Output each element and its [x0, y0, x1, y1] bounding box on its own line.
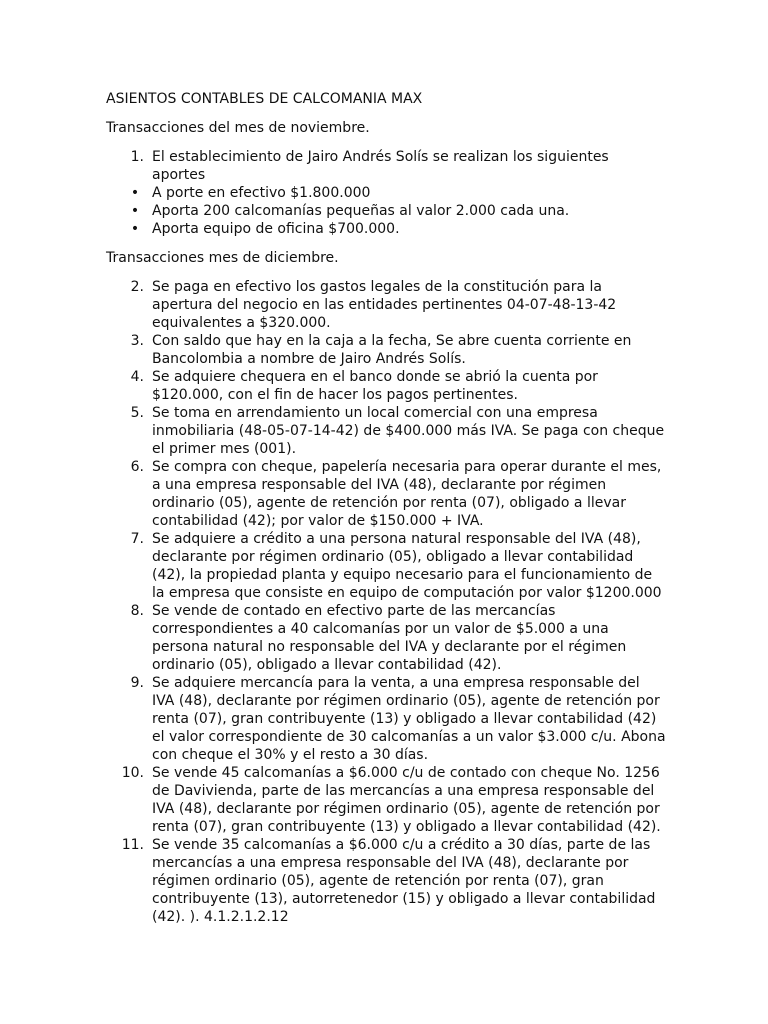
- bullet-item: [106, 202, 666, 220]
- item-text: Se adquiere mercancía para la venta, a una empresa responsable del IVA (48), declarante por régimen ordinario (05), agente de retención por renta (07), gran contribuyente (13) y obligado a llevar contabilidad (42) el valor correspondiente de 30 calcomanías a un valor $3.000 c/u. Abona con cheque el 30% y el resto a 30 días.: [152, 675, 666, 763]
- list-item: [106, 458, 666, 530]
- item-number: 6.: [130, 459, 144, 475]
- bullet-text: A porte en efectivo $1.800.000: [152, 185, 371, 201]
- bullet-item: [106, 220, 666, 238]
- december-list: [106, 278, 666, 926]
- list-item: [106, 368, 666, 404]
- item-text: Se compra con cheque, papelería necesaria para operar durante el mes, a una empresa responsable del IVA (48), declarante por régimen ordinario (05), agente de retención por renta (07), obligado a llevar contabilidad (42); por valor de $150.000 + IVA.: [152, 459, 662, 529]
- december-heading: Transacciones mes de diciembre.: [106, 250, 339, 266]
- item-text: Se vende 35 calcomanías a $6.000 c/u a crédito a 30 días, parte de las mercancías a una empresa responsable del IVA (48), declarante por régimen ordinario (05), agente de retención por renta (07), gran contribuyente (13), autorretenedor (15) y obligado a llevar contabilidad (42). ). 4.1.2.1.2.12: [152, 837, 656, 925]
- list-item: [106, 674, 666, 764]
- november-heading: Transacciones del mes de noviembre.: [106, 120, 370, 136]
- document-page: [106, 90, 666, 926]
- item-text: Se adquiere a crédito a una persona natural responsable del IVA (48), declarante por régimen ordinario (05), obligado a llevar contabilidad (42), la propiedad planta y equipo necesario para el funcionamiento de la empresa que consiste en equipo de computación por valor $1200.000: [152, 531, 662, 601]
- item-text: Se adquiere chequera en el banco donde se abrió la cuenta por $120.000, con el fin de hacer los pagos pertinentes.: [152, 369, 598, 403]
- list-item: [106, 404, 666, 458]
- bullet-icon: •: [130, 185, 140, 201]
- item-number: 8.: [130, 603, 144, 619]
- item-number: 2.: [130, 279, 144, 295]
- item-number: 3.: [130, 333, 144, 349]
- item-number: 1.: [130, 149, 144, 165]
- item-number: 4.: [130, 369, 144, 385]
- november-list: [106, 148, 666, 184]
- list-item: [106, 278, 666, 332]
- item-number: 11.: [121, 837, 144, 853]
- bullet-icon: •: [130, 221, 140, 237]
- document-title: ASIENTOS CONTABLES DE CALCOMANIA MAX: [106, 91, 423, 107]
- list-item: [106, 764, 666, 836]
- item-text: El establecimiento de Jairo Andrés Solís se realizan los siguientes aportes: [152, 149, 609, 183]
- item-number: 7.: [130, 531, 144, 547]
- list-item: [106, 836, 666, 926]
- bullet-text: Aporta 200 calcomanías pequeñas al valor 2.000 cada una.: [152, 203, 570, 219]
- bullet-icon: •: [130, 203, 140, 219]
- bullet-text: Aporta equipo de oficina $700.000.: [152, 221, 400, 237]
- list-item: [106, 332, 666, 368]
- item-number: 10.: [121, 765, 144, 781]
- item-text: Se paga en efectivo los gastos legales de la constitución para la apertura del negocio en las entidades pertinentes 04-07-48-13-42 equivalentes a $320.000.: [152, 279, 617, 331]
- item-text: Se vende 45 calcomanías a $6.000 c/u de contado con cheque No. 1256 de Davivienda, parte de las mercancías a una empresa responsable del IVA (48), declarante por régimen ordinario (05), agente de retención por renta (07), gran contribuyente (13) y obligado a llevar contabilidad (42).: [152, 765, 661, 835]
- november-bullets: [106, 184, 666, 238]
- list-item: [106, 602, 666, 674]
- list-item: [106, 530, 666, 602]
- item-number: 5.: [130, 405, 144, 421]
- item-number: 9.: [130, 675, 144, 691]
- item-text: Se toma en arrendamiento un local comercial con una empresa inmobiliaria (48-05-07-14-42) de $400.000 más IVA. Se paga con cheque el primer mes (001).: [152, 405, 665, 457]
- list-item: [106, 148, 666, 184]
- bullet-item: [106, 184, 666, 202]
- item-text: Con saldo que hay en la caja a la fecha, Se abre cuenta corriente en Bancolombia a nombre de Jairo Andrés Solís.: [152, 333, 632, 367]
- item-text: Se vende de contado en efectivo parte de las mercancías correspondientes a 40 calcomanías por un valor de $5.000 a una persona natural no responsable del IVA y declarante por el régimen ordinario (05), obligado a llevar contabilidad (42).: [152, 603, 627, 673]
